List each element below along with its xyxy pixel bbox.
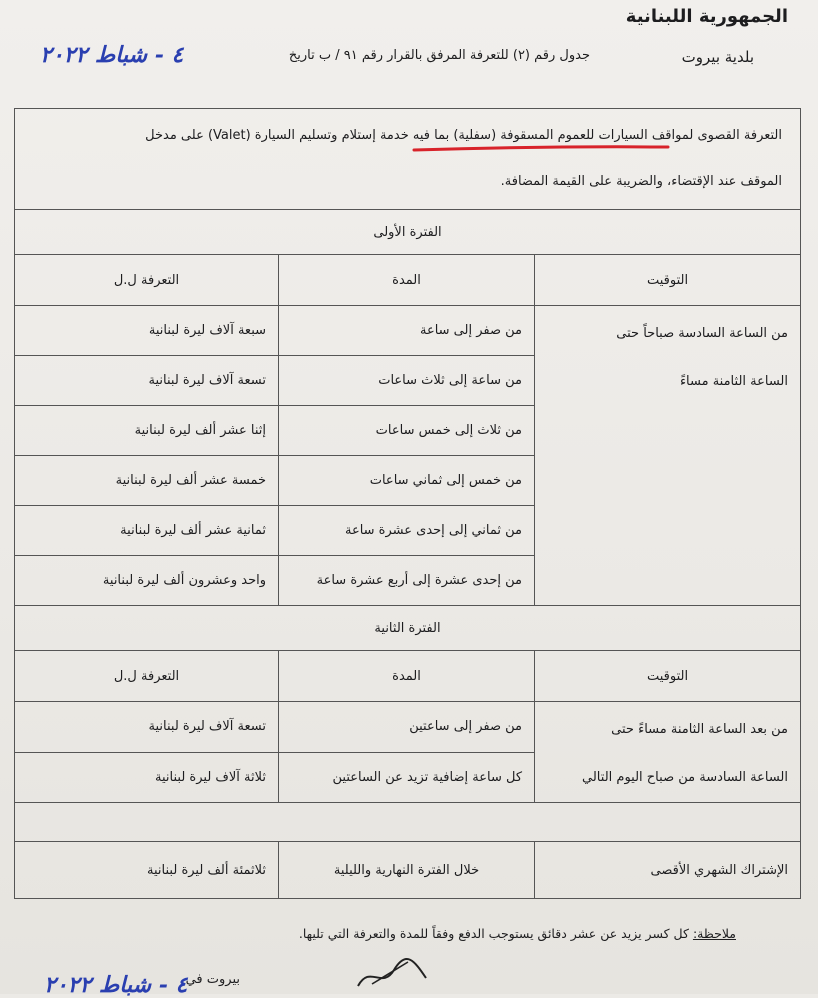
footer-city: بيروت في bbox=[185, 972, 240, 987]
subscription-row bbox=[15, 842, 801, 899]
period2-title: الفترة الثانية bbox=[15, 606, 801, 651]
spacer-row bbox=[15, 803, 801, 842]
period2-timing bbox=[535, 702, 801, 803]
tariff-cell: سبعة آلاف ليرة لبنانية bbox=[15, 306, 279, 356]
period2-timing-line-2: الساعة السادسة من صباح اليوم التالي bbox=[582, 770, 789, 785]
subscription-label: الإشتراك الشهري الأقصى bbox=[535, 842, 801, 899]
table-row bbox=[15, 306, 801, 356]
period1-timing bbox=[535, 306, 801, 606]
signature-icon bbox=[352, 954, 432, 994]
col-tariff-header: التعرفة ل.ل bbox=[15, 255, 279, 306]
table-row bbox=[15, 702, 801, 753]
period1-title: الفترة الأولى bbox=[15, 210, 801, 255]
period1-timing-line-1: من الساعة السادسة صباحاً حتى bbox=[616, 326, 789, 341]
period1-timing-line-2: الساعة الثامنة مساءً bbox=[679, 374, 789, 389]
period2-timing-line-1: من بعد الساعة الثامنة مساءً حتى bbox=[611, 722, 789, 737]
duration-cell: من ثماني إلى إحدى عشرة ساعة bbox=[279, 506, 535, 556]
duration-cell: من خمس إلى ثماني ساعات bbox=[279, 456, 535, 506]
decree-reference: جدول رقم (٢) للتعرفة المرفق بالقرار رقم ٩١ / ب تاريخ bbox=[288, 48, 590, 63]
col-duration-header: المدة bbox=[279, 255, 535, 306]
tariff-cell: ثلاثة آلاف ليرة لبنانية bbox=[15, 752, 279, 803]
tariff-table bbox=[14, 108, 801, 899]
intro-row bbox=[15, 109, 801, 210]
municipality-name: بلدية بيروت bbox=[681, 48, 754, 66]
duration-cell: من صفر إلى ساعتين bbox=[279, 702, 535, 753]
duration-cell: من إحدى عشرة إلى أربع عشرة ساعة bbox=[279, 556, 535, 606]
note-label: ملاحظة: bbox=[692, 926, 736, 941]
handwritten-date: ٤ - شباط ٢٠٢٢ bbox=[40, 42, 184, 68]
tariff-cell: إثنا عشر ألف ليرة لبنانية bbox=[15, 406, 279, 456]
header-line bbox=[0, 42, 818, 74]
tariff-cell: تسعة آلاف ليرة لبنانية bbox=[15, 702, 279, 753]
tariff-cell: تسعة آلاف ليرة لبنانية bbox=[15, 356, 279, 406]
note bbox=[299, 926, 736, 941]
col-timing-header: التوقيت bbox=[535, 255, 801, 306]
duration-cell: من صفر إلى ساعة bbox=[279, 306, 535, 356]
tariff-cell: خمسة عشر ألف ليرة لبنانية bbox=[15, 456, 279, 506]
intro-line-1: التعرفة القصوى لمواقف السيارات للعموم المسقوفة (سفلية) بما فيه خدمة إستلام وتسليم السيارة (Valet) على مدخل bbox=[145, 128, 783, 143]
tariff-cell: واحد وعشرون ألف ليرة لبنانية bbox=[15, 556, 279, 606]
duration-cell: كل ساعة إضافية تزيد عن الساعتين bbox=[279, 752, 535, 803]
tariff-cell: ثمانية عشر ألف ليرة لبنانية bbox=[15, 506, 279, 556]
intro-line-2: الموقف عند الإقتضاء، والضريبة على القيمة المضافة. bbox=[500, 174, 783, 189]
col-duration-header: المدة bbox=[279, 651, 535, 702]
note-text: كل كسر يزيد عن عشر دقائق يستوجب الدفع وفقاً للمدة والتعرفة التي تليها. bbox=[298, 926, 689, 941]
subscription-tariff: ثلاثمئة ألف ليرة لبنانية bbox=[15, 842, 279, 899]
col-tariff-header: التعرفة ل.ل bbox=[15, 651, 279, 702]
duration-cell: من ساعة إلى ثلاث ساعات bbox=[279, 356, 535, 406]
footer-handwritten-date: ٤ - شباط ٢٠٢٢ bbox=[44, 972, 188, 998]
period1-header-row bbox=[15, 255, 801, 306]
period2-header-row bbox=[15, 651, 801, 702]
intro-cell bbox=[15, 109, 801, 210]
col-timing-header: التوقيت bbox=[535, 651, 801, 702]
republic-title: الجمهورية اللبنانية bbox=[625, 6, 788, 27]
duration-cell: من ثلاث إلى خمس ساعات bbox=[279, 406, 535, 456]
subscription-duration: خلال الفترة النهارية والليلية bbox=[279, 842, 535, 899]
